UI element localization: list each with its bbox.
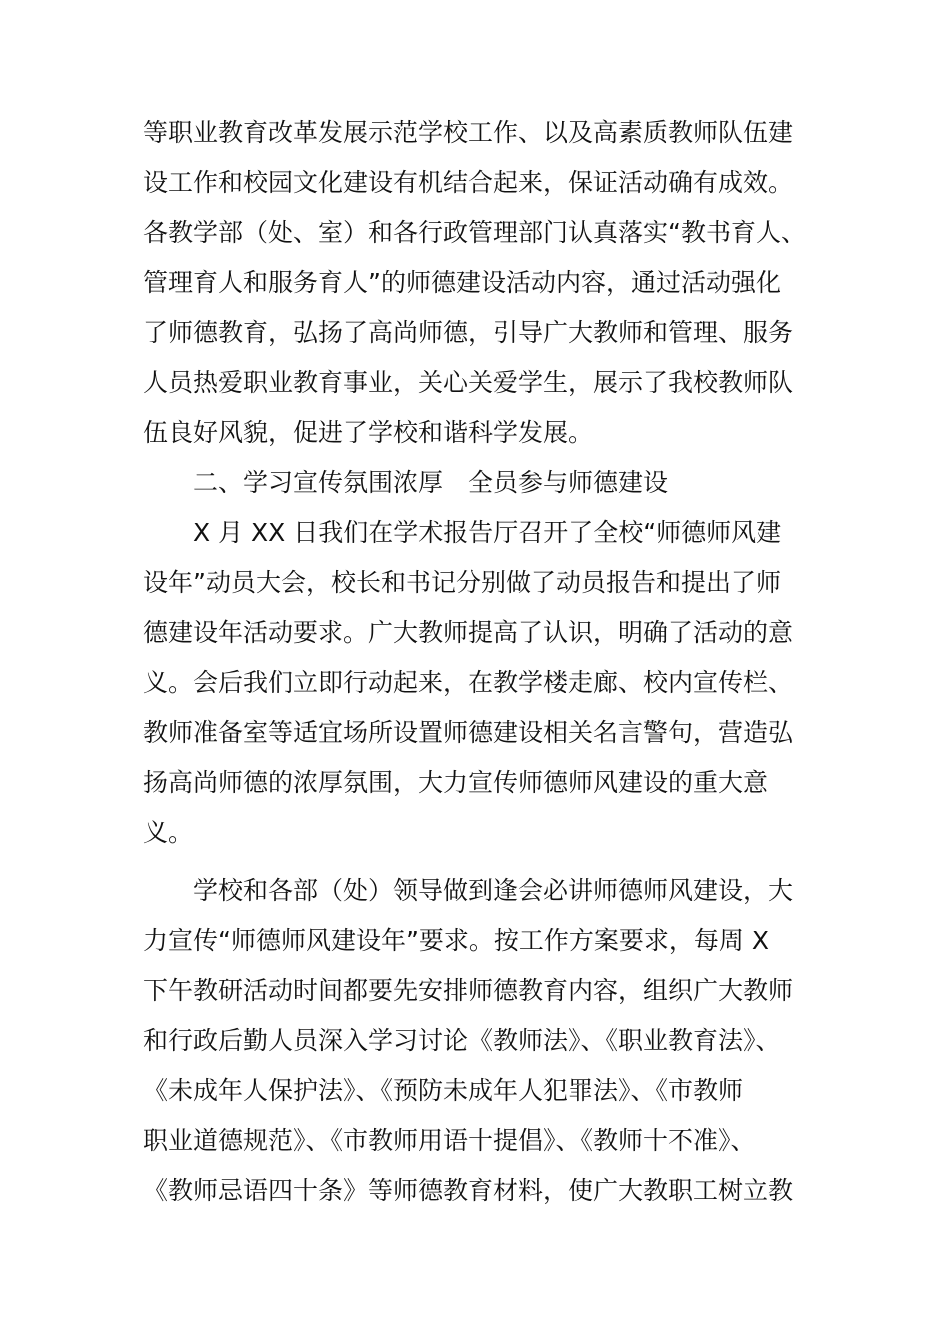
text-line: 《未成年人保护法》、《预防未成年人犯罪法》、《市教师: [143, 1076, 744, 1105]
section-heading: 二、学习宣传氛围浓厚 全员参与师德建设: [193, 468, 669, 497]
paragraph-1: [143, 108, 813, 458]
text-line: 德建设年活动要求。广大教师提高了认识，明确了活动的意: [143, 618, 794, 647]
text-line: X 月 XX 日我们在学术报告厅召开了全校“师德师风建: [193, 518, 782, 547]
text-line: 职业道德规范》、《市教师用语十提倡》、《教师十不准》、: [143, 1126, 756, 1155]
text-line: 教师准备室等适宜场所设置师德建设相关名言警句，营造弘: [143, 718, 794, 747]
text-line: 伍良好风貌，促进了学校和谐科学发展。: [143, 418, 594, 447]
text-line: 各教学部（处、室）和各行政管理部门认真落实“教书育人、: [143, 218, 806, 247]
text-line: 设年”动员大会，校长和书记分别做了动员报告和提出了师: [143, 568, 781, 597]
text-line: 《教师忌语四十条》等师德教育材料，使广大教职工树立教: [143, 1176, 794, 1205]
text-line: 管理育人和服务育人”的师德建设活动内容，通过活动强化: [143, 268, 781, 297]
text-line: 扬高尚师德的浓厚氛围，大力宣传师德师风建设的重大意: [143, 768, 769, 797]
text-line: 人员热爱职业教育事业，关心关爱学生，展示了我校教师队: [143, 368, 794, 397]
document-body: [143, 108, 813, 1216]
text-line: 力宣传“师德师风建设年”要求。按工作方案要求，每周 X: [143, 926, 769, 955]
text-line: 义。: [143, 818, 194, 847]
paragraph-2: [143, 508, 813, 858]
text-line: 设工作和校园文化建设有机结合起来，保证活动确有成效。: [143, 168, 794, 197]
text-line: 义。会后我们立即行动起来，在教学楼走廊、校内宣传栏、: [143, 668, 794, 697]
text-line: 和行政后勤人员深入学习讨论《教师法》、《职业教育法》、: [143, 1026, 781, 1055]
paragraph-3: [143, 866, 813, 1216]
text-line: 学校和各部（处）领导做到逢会必讲师德师风建设，大: [193, 876, 794, 905]
text-line: 了师德教育，弘扬了高尚师德，引导广大教师和管理、服务: [143, 318, 794, 347]
text-line: 下午教研活动时间都要先安排师德教育内容，组织广大教师: [143, 976, 794, 1005]
text-line: 等职业教育改革发展示范学校工作、以及高素质教师队伍建: [143, 118, 794, 147]
